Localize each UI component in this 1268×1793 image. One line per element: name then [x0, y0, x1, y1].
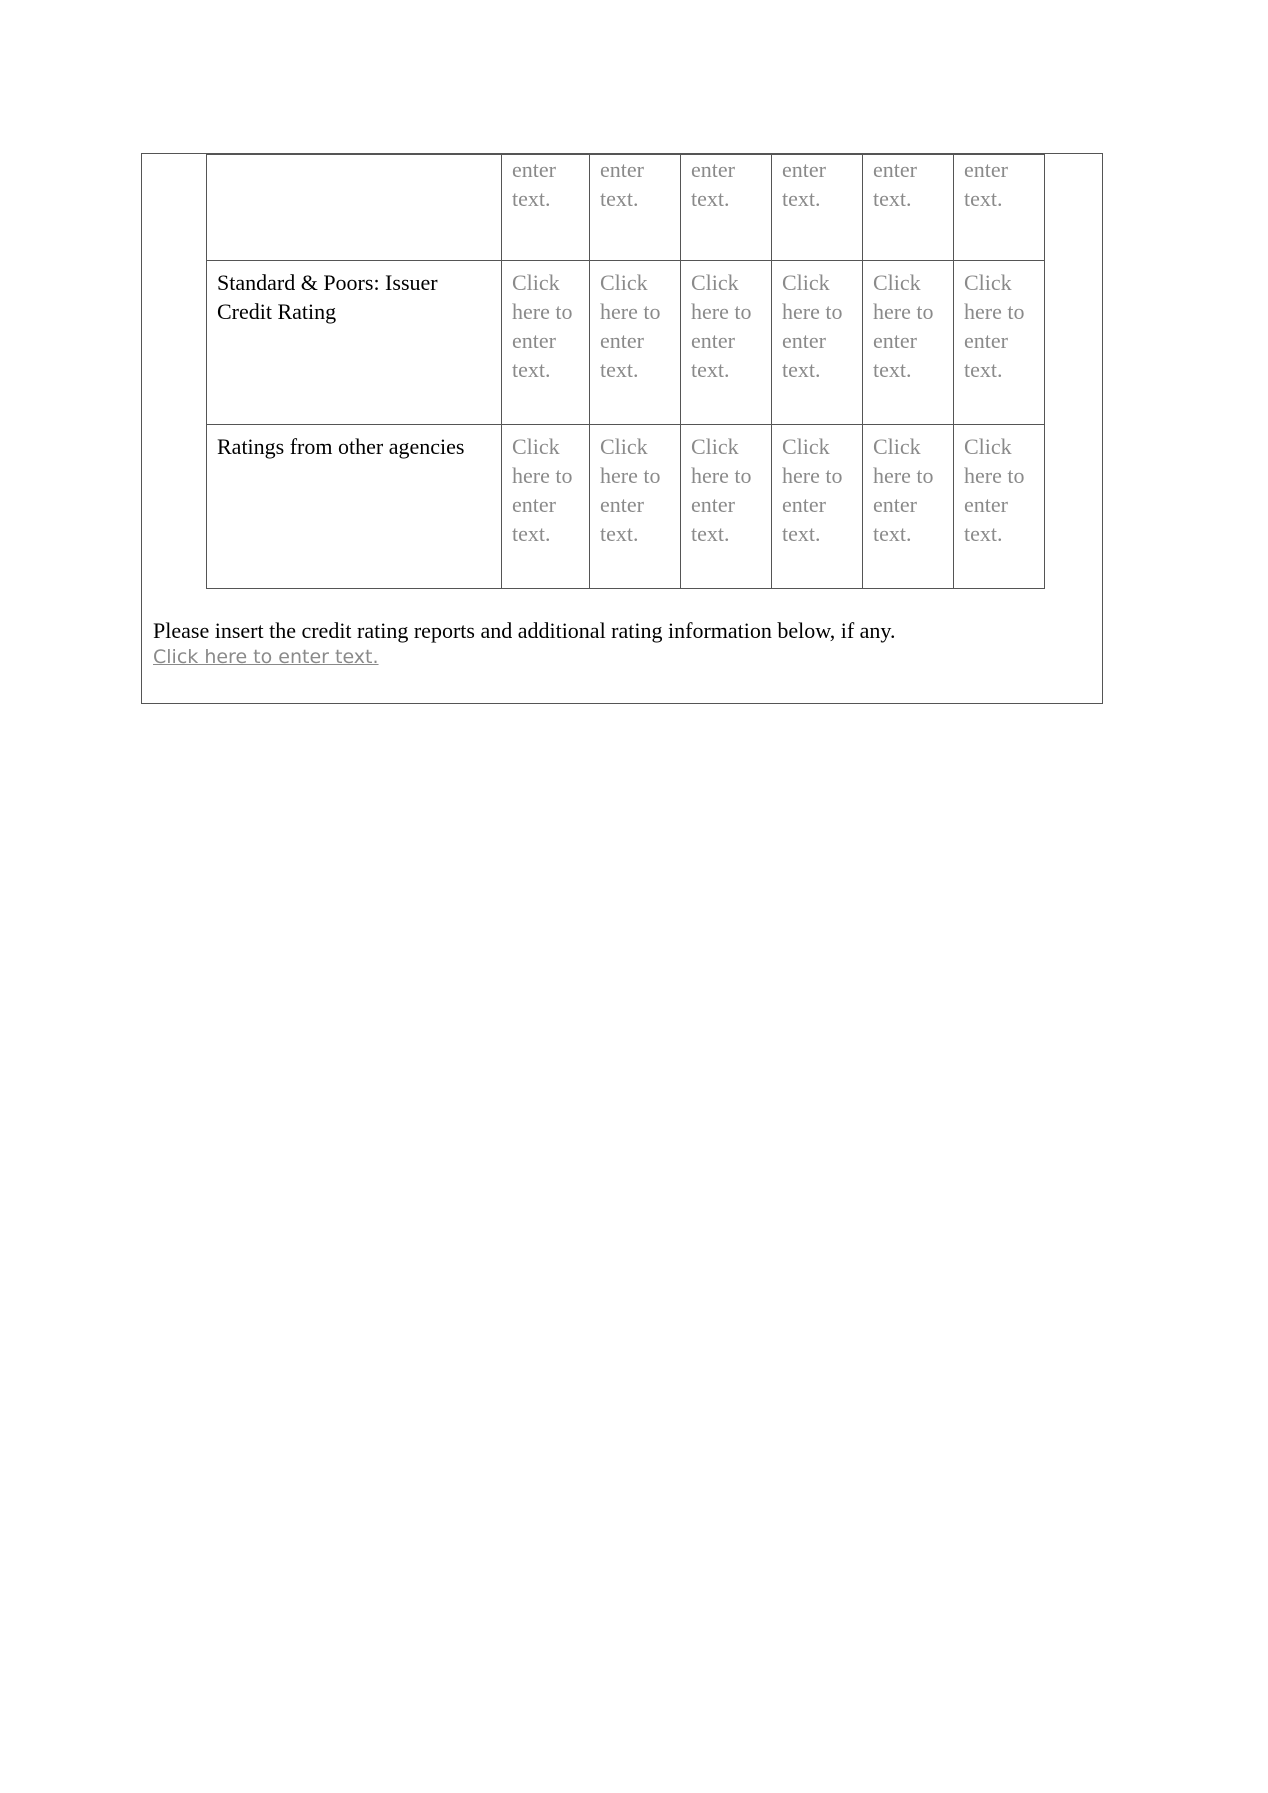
rating-input-cell[interactable]: Click here to enter text.: [590, 425, 681, 589]
rating-input-cell[interactable]: Click here to enter text.: [502, 425, 590, 589]
rating-input-cell[interactable]: enter text.: [954, 155, 1045, 261]
row-label: [207, 155, 502, 261]
instruction-text: Please insert the credit rating reports and additional rating information below, if any.: [153, 618, 896, 643]
row-label: Standard & Poors: Issuer Credit Rating: [207, 261, 502, 425]
rating-input-cell[interactable]: enter text.: [772, 155, 863, 261]
rating-input-cell[interactable]: enter text.: [681, 155, 772, 261]
table-row-sp-rating: [207, 261, 1045, 425]
rating-input-cell[interactable]: Click here to enter text.: [590, 261, 681, 425]
rating-input-cell[interactable]: Click here to enter text.: [681, 261, 772, 425]
rating-input-cell[interactable]: Click here to enter text.: [772, 425, 863, 589]
rating-input-cell[interactable]: Click here to enter text.: [863, 261, 954, 425]
rating-input-cell[interactable]: Click here to enter text.: [863, 425, 954, 589]
rating-input-cell[interactable]: Click here to enter text.: [954, 425, 1045, 589]
additional-info-input[interactable]: Click here to enter text.: [153, 646, 379, 668]
rating-input-cell[interactable]: Click here to enter text.: [502, 261, 590, 425]
rating-input-cell[interactable]: enter text.: [863, 155, 954, 261]
rating-input-cell[interactable]: Click here to enter text.: [772, 261, 863, 425]
rating-input-cell[interactable]: Click here to enter text.: [681, 425, 772, 589]
rating-input-cell[interactable]: Click here to enter text.: [954, 261, 1045, 425]
rating-input-cell[interactable]: enter text.: [590, 155, 681, 261]
row-label: Ratings from other agencies: [207, 425, 502, 589]
rating-section-box: [141, 153, 1103, 704]
table-row-continued: [207, 155, 1045, 261]
table-row-other-agencies: [207, 425, 1045, 589]
credit-rating-table: [206, 154, 1045, 589]
rating-input-cell[interactable]: enter text.: [502, 155, 590, 261]
